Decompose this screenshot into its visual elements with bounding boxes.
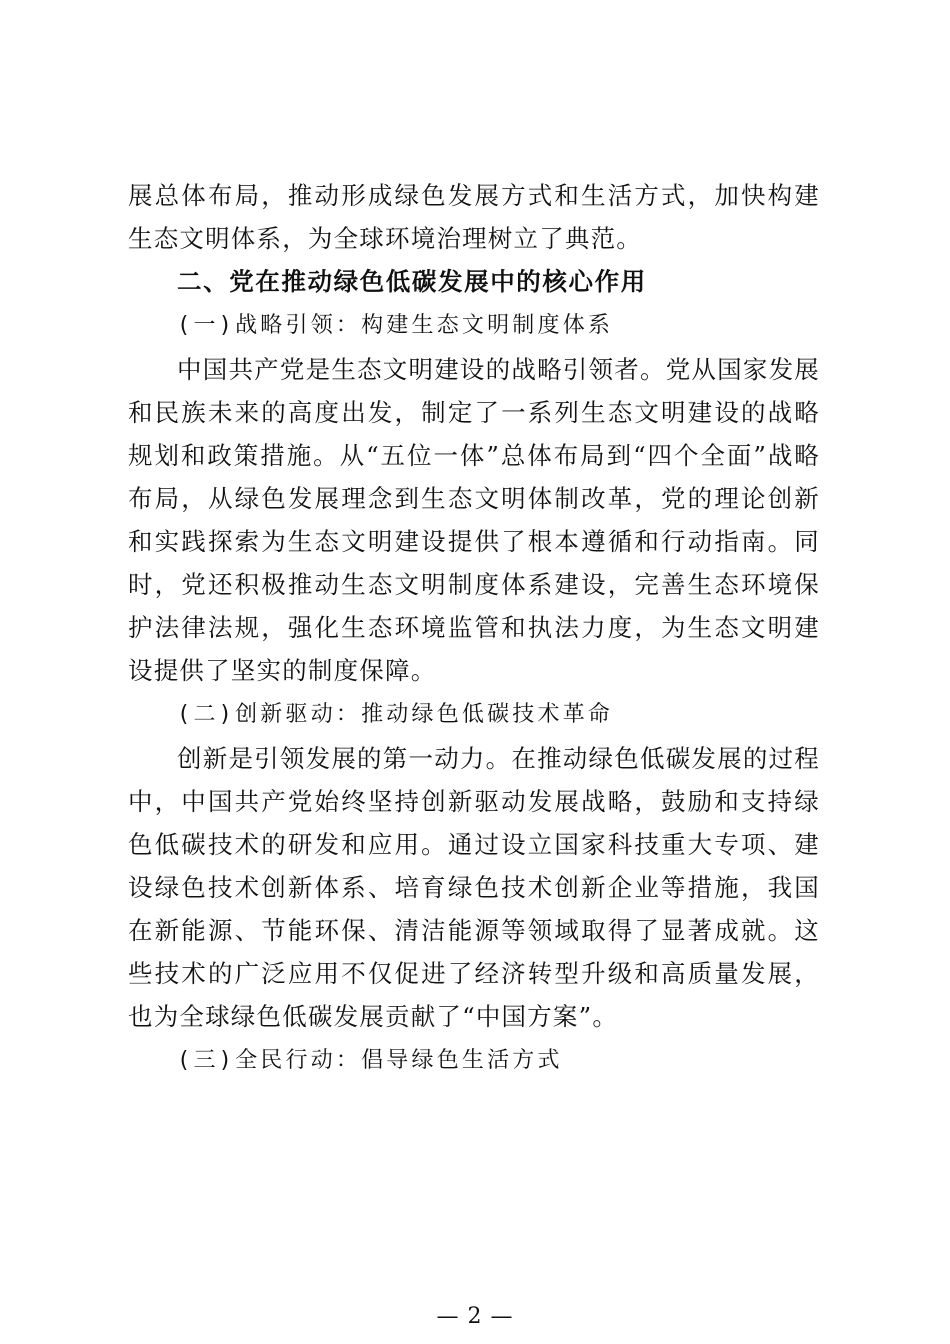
- continued-paragraph: 展总体布局，推动形成绿色发展方式和生活方式，加快构建生态文明体系，为全球环境治理树立了典范。: [128, 181, 820, 253]
- paragraph-strategy: 中国共产党是生态文明建设的战略引领者。党从国家发展和民族未来的高度出发，制定了一系列生态文明建设的战略规划和政策措施。从“五位一体”总体布局到“四个全面”战略布局，从绿色发展理念到生态文明体制改革，党的理论创新和实践探索为生态文明建设提供了根本遵循和行动指南。同时，党还积极推动生态文明制度体系建设，完善生态环境保护法律法规，强化生态环境监管和执法力度，为生态文明建设提供了坚实的制度保障。: [128, 355, 820, 685]
- subsection-heading-innovation: (二)创新驱动：推动绿色低碳技术革命: [177, 702, 614, 727]
- section-heading: 二、党在推动绿色低碳发展中的核心作用: [177, 267, 647, 296]
- subsection-heading-public-action: (三)全民行动：倡导绿色生活方式: [177, 1048, 563, 1073]
- document-body: [128, 174, 820, 1083]
- paragraph-innovation: 创新是引领发展的第一动力。在推动绿色低碳发展的过程中，中国共产党始终坚持创新驱动发展战略，鼓励和支持绿色低碳技术的研发和应用。通过设立国家科技重大专项、建设绿色技术创新体系、培育绿色技术创新企业等措施，我国在新能源、节能环保、清洁能源等领域取得了显著成就。这些技术的广泛应用不仅促进了经济转型升级和高质量发展，也为全球绿色低碳发展贡献了“中国方案”。: [128, 744, 820, 1031]
- subsection-heading-strategy: (一)战略引领：构建生态文明制度体系: [177, 313, 614, 338]
- page-number: — 2 —: [436, 1304, 514, 1329]
